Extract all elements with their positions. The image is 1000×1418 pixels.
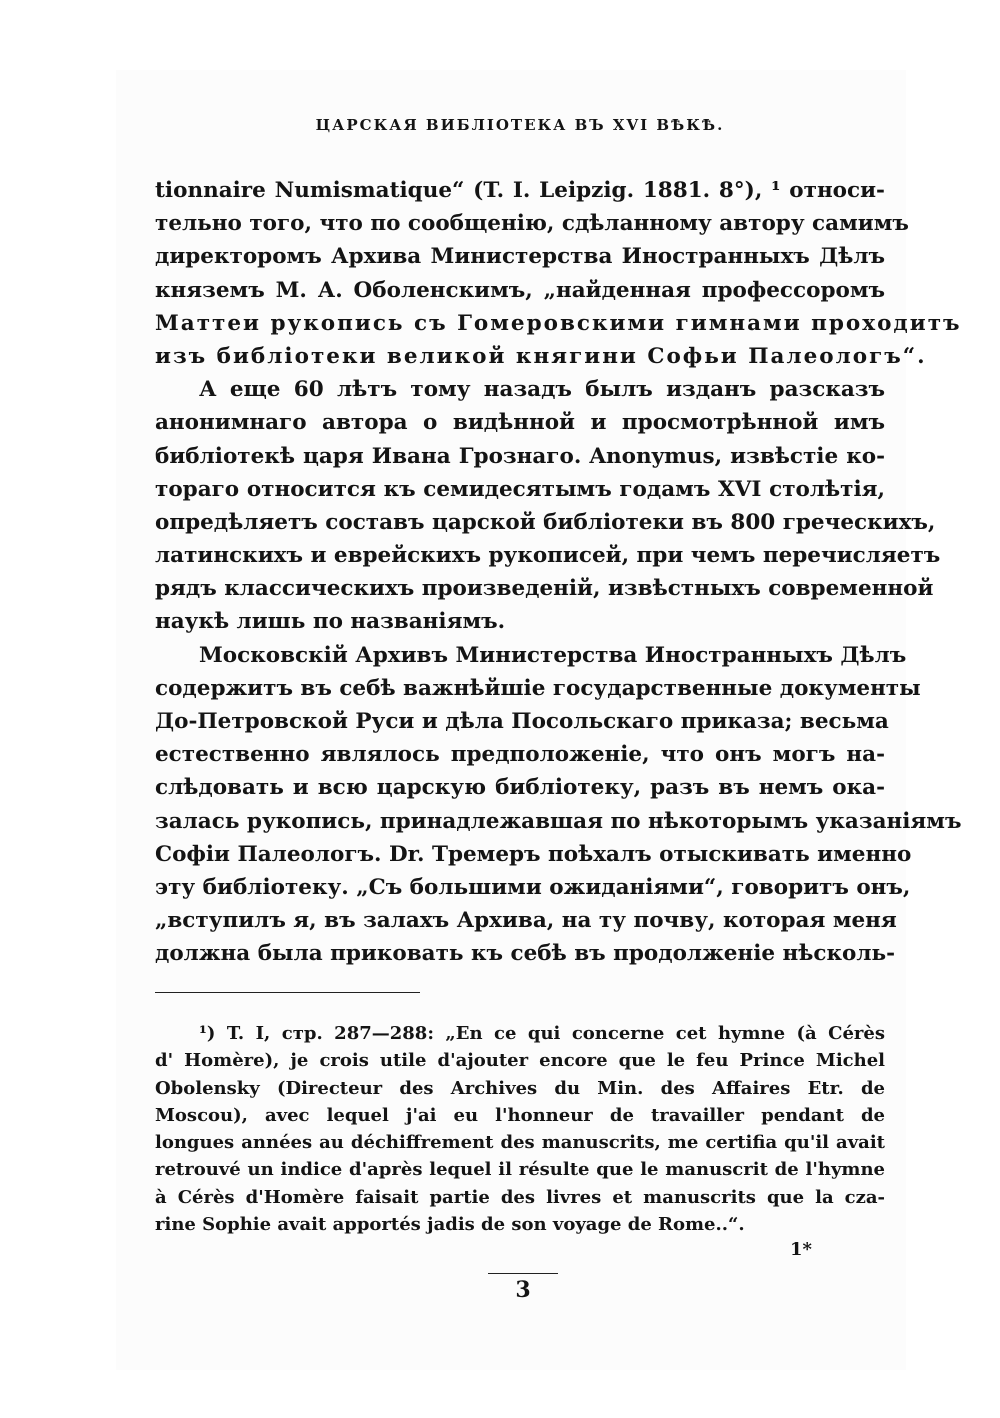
text-line: tionnaire Numismatique“ (T. I. Leipzig. 1881. 8°), ¹ относи- [155, 178, 885, 203]
footnote-divider [155, 992, 420, 993]
body-text [155, 174, 962, 971]
footnote-line: retrouvé un indice d'après lequel il résulte que le manuscrit de l'hymne [155, 1159, 885, 1181]
footnote-line: Obolensky (Directeur des Archives du Min. des Affaires Etr. de [155, 1077, 885, 1099]
text-line: библіотекѣ царя Ивана Грознаго. Anonymus, извѣстіе ко- [155, 443, 885, 469]
text-line: латинскихъ и еврейскихъ рукописей, при чемъ перечисляетъ [155, 543, 941, 569]
text-line: княземъ М. А. Оболенскимъ, „найденная профессоромъ [155, 277, 885, 303]
footnote-line: Moscou), avec lequel j'ai eu l'honneur de travailler pendant de [155, 1104, 885, 1126]
running-head: ЦАРСКАЯ ВИБЛІОТЕКА ВЪ XVI ВѢКѢ. [315, 116, 725, 134]
text-line: опредѣляетъ составъ царской библіотеки въ 800 греческихъ, [155, 509, 936, 535]
text-line: должна была приковать къ себѣ въ продолженіе нѣсколь- [155, 941, 896, 967]
text-line: рядъ классическихъ произведеній, извѣстныхъ современной [155, 576, 934, 602]
text-line: тораго относится къ семидесятымъ годамъ XVI столѣтія, [155, 476, 885, 502]
text-line: директоромъ Архива Министерства Иностранныхъ Дѣлъ [155, 244, 885, 270]
footnote-line: d' Homère), je crois utile d'ajouter encore que le feu Prince Michel [155, 1050, 885, 1072]
footnote-line: rine Sophie avait apportés jadis de son voyage de Rome..“. [155, 1214, 745, 1236]
text-line: До-Петровской Руси и дѣла Посольскаго приказа; весьма [155, 709, 889, 734]
footnote-line: ¹) T. I, стр. 287—288: „En ce qui concerne cet hymne (à Cérès [199, 1023, 885, 1044]
text-line: содержитъ въ себѣ важнѣйшіе государственные документы [155, 675, 921, 701]
text-line: залась рукопись, принадлежавшая по нѣкоторымъ указаніямъ [155, 808, 962, 834]
text-line: эту библіотеку. „Съ большими ожиданіями“, говоритъ онъ, [155, 874, 911, 900]
text-line: анонимнаго автора о видѣнной и просмотрѣнной имъ [155, 410, 885, 436]
signature-mark: 1* [790, 1239, 812, 1260]
text-line: Московскій Архивъ Министерства Иностранныхъ Дѣлъ [199, 642, 907, 668]
footnote-line: longues années au déchiffrement des manuscrits, me certifia qu'il avait [155, 1132, 885, 1154]
text-line: А еще 60 лѣтъ тому назадъ былъ изданъ разсказъ [199, 377, 885, 403]
text-line: тельно того, что по сообщенію, сдѣланному автору самимъ [155, 211, 909, 237]
page-number-rule [488, 1273, 558, 1274]
footnote [155, 1020, 885, 1238]
footnote-line: à Cérès d'Homère faisait partie des livres et manuscrits que la cza- [155, 1186, 885, 1208]
text-line: слѣдовать и всю царскую библіотеку, разъ въ немъ ока- [155, 775, 885, 801]
text-line: „вступилъ я, въ залахъ Архива, на ту почву, которая меня [155, 908, 897, 934]
text-line: наукѣ лишь по названіямъ. [155, 609, 506, 635]
text-line: изъ библіотеки великой княгини Софьи Палеологъ“. [155, 343, 927, 369]
text-line: естественно являлось предположеніе, что онъ могъ на- [155, 742, 885, 768]
text-line: Маттеи рукопись съ Гомеровскими гимнами проходитъ [155, 310, 962, 336]
text-line: Софіи Палеологъ. Dr. Тремеръ поѣхалъ отыскивать именно [155, 841, 912, 867]
page-number: 3 [515, 1277, 531, 1303]
